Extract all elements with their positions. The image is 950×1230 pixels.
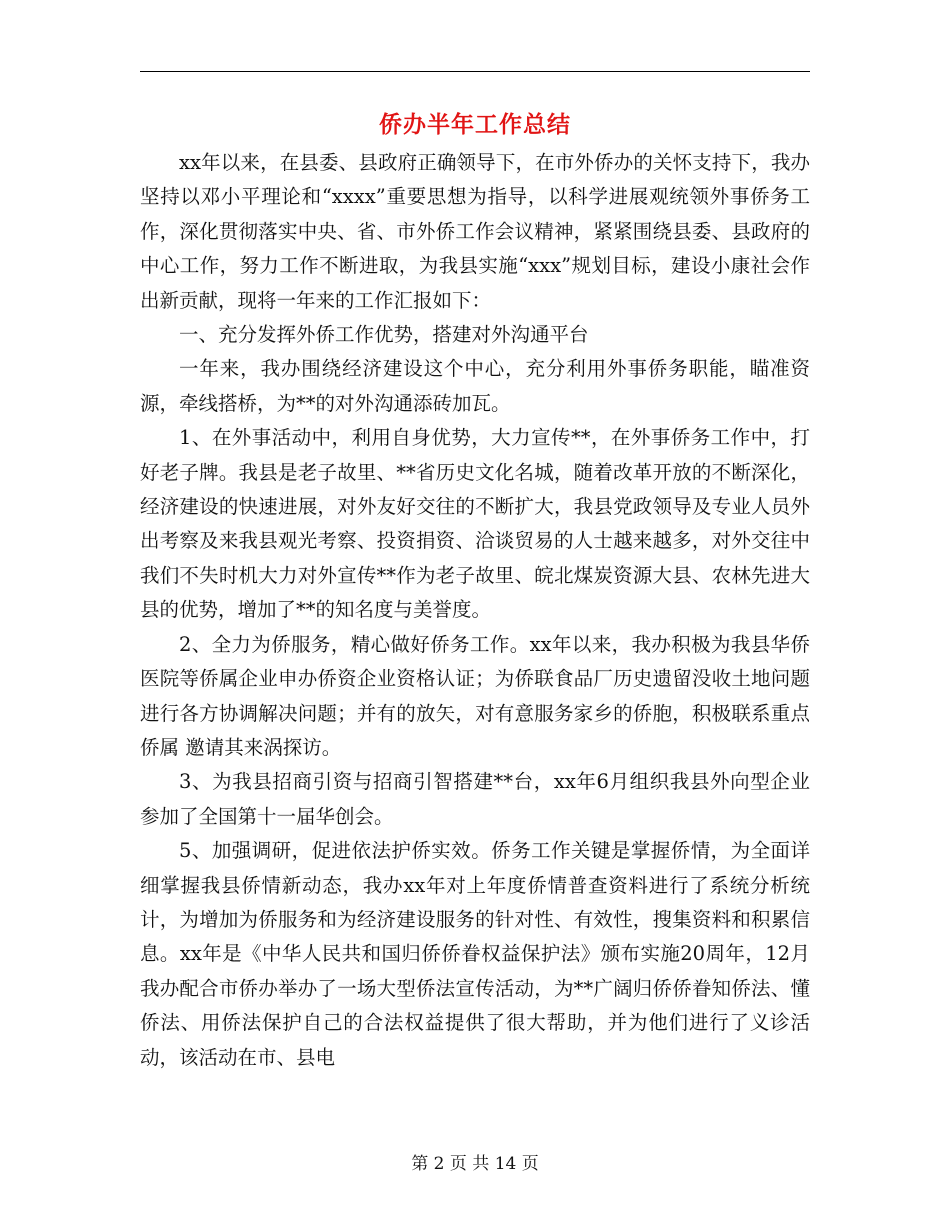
paragraph-item-3: 3、为我县招商引资与招商引智搭建**台，xx年6月组织我县外向型企业参加了全国第十一届华创会。	[140, 770, 810, 828]
paragraph-item-5: 5、加强调研，促进依法护侨实效。侨务工作关键是掌握侨情，为全面详细掌握我县侨情新动态，我办xx年对上年度侨情普查资料进行了系统分析统计，为增加为侨服务和为经济建设服务的针对性、有效性，搜集资料和积累信息。xx年是《中华人民共和国归侨侨眷权益保护法》颁布实施20周年，12月我办配合市侨办举办了一场大型侨法宣传活动，为**广阔归侨侨眷知侨法、懂侨法、用侨法保护自己的合法权益提供了很大帮助，并为他们进行了义诊活动，该活动在市、县电	[140, 839, 810, 1069]
page-footer: 第 2 页 共 14 页	[411, 1154, 539, 1174]
header-rule	[140, 71, 810, 72]
document-body	[140, 146, 810, 1075]
section-heading-1: 一、充分发挥外侨工作优势，搭建对外沟通平台	[179, 323, 589, 347]
document-title: 侨办半年工作总结	[379, 111, 571, 138]
paragraph-section-1-summary: 一年来，我办围绕经济建设这个中心，充分利用外事侨务职能，瞄准资源，牵线搭桥，为**的对外沟通添砖加瓦。	[140, 357, 810, 415]
paragraph-intro: xx年以来，在县委、县政府正确领导下，在市外侨办的关怀支持下，我办坚持以邓小平理论和“xxxx”重要思想为指导，以科学进展观统领外事侨务工作，深化贯彻落实中央、省、市外侨工作会议精神，紧紧围绕县委、县政府的中心工作，努力工作不断进取，为我县实施“xxx”规划目标，建设小康社会作出新贡献，现将一年来的工作汇报如下：	[140, 151, 810, 312]
paragraph-item-2: 2、全力为侨服务，精心做好侨务工作。xx年以来，我办积极为我县华侨医院等侨属企业申办侨资企业资格认证；为侨联食品厂历史遗留没收土地问题进行各方协调解决问题；并有的放矢，对有意服务家乡的侨胞，积极联系重点侨属 邀请其来涡探访。	[140, 632, 810, 759]
paragraph-item-1: 1、在外事活动中，利用自身优势，大力宣传**，在外事侨务工作中，打好老子牌。我县是老子故里、**省历史文化名城，随着改革开放的不断深化，经济建设的快速进展，对外友好交往的不断扩大，我县党政领导及专业人员外出考察及来我县观光考察、投资捐资、洽谈贸易的人士越来越多，对外交往中我们不失时机大力对外宣传**作为老子故里、皖北煤炭资源大县、农林先进大县的优势，增加了**的知名度与美誉度。	[140, 426, 810, 622]
